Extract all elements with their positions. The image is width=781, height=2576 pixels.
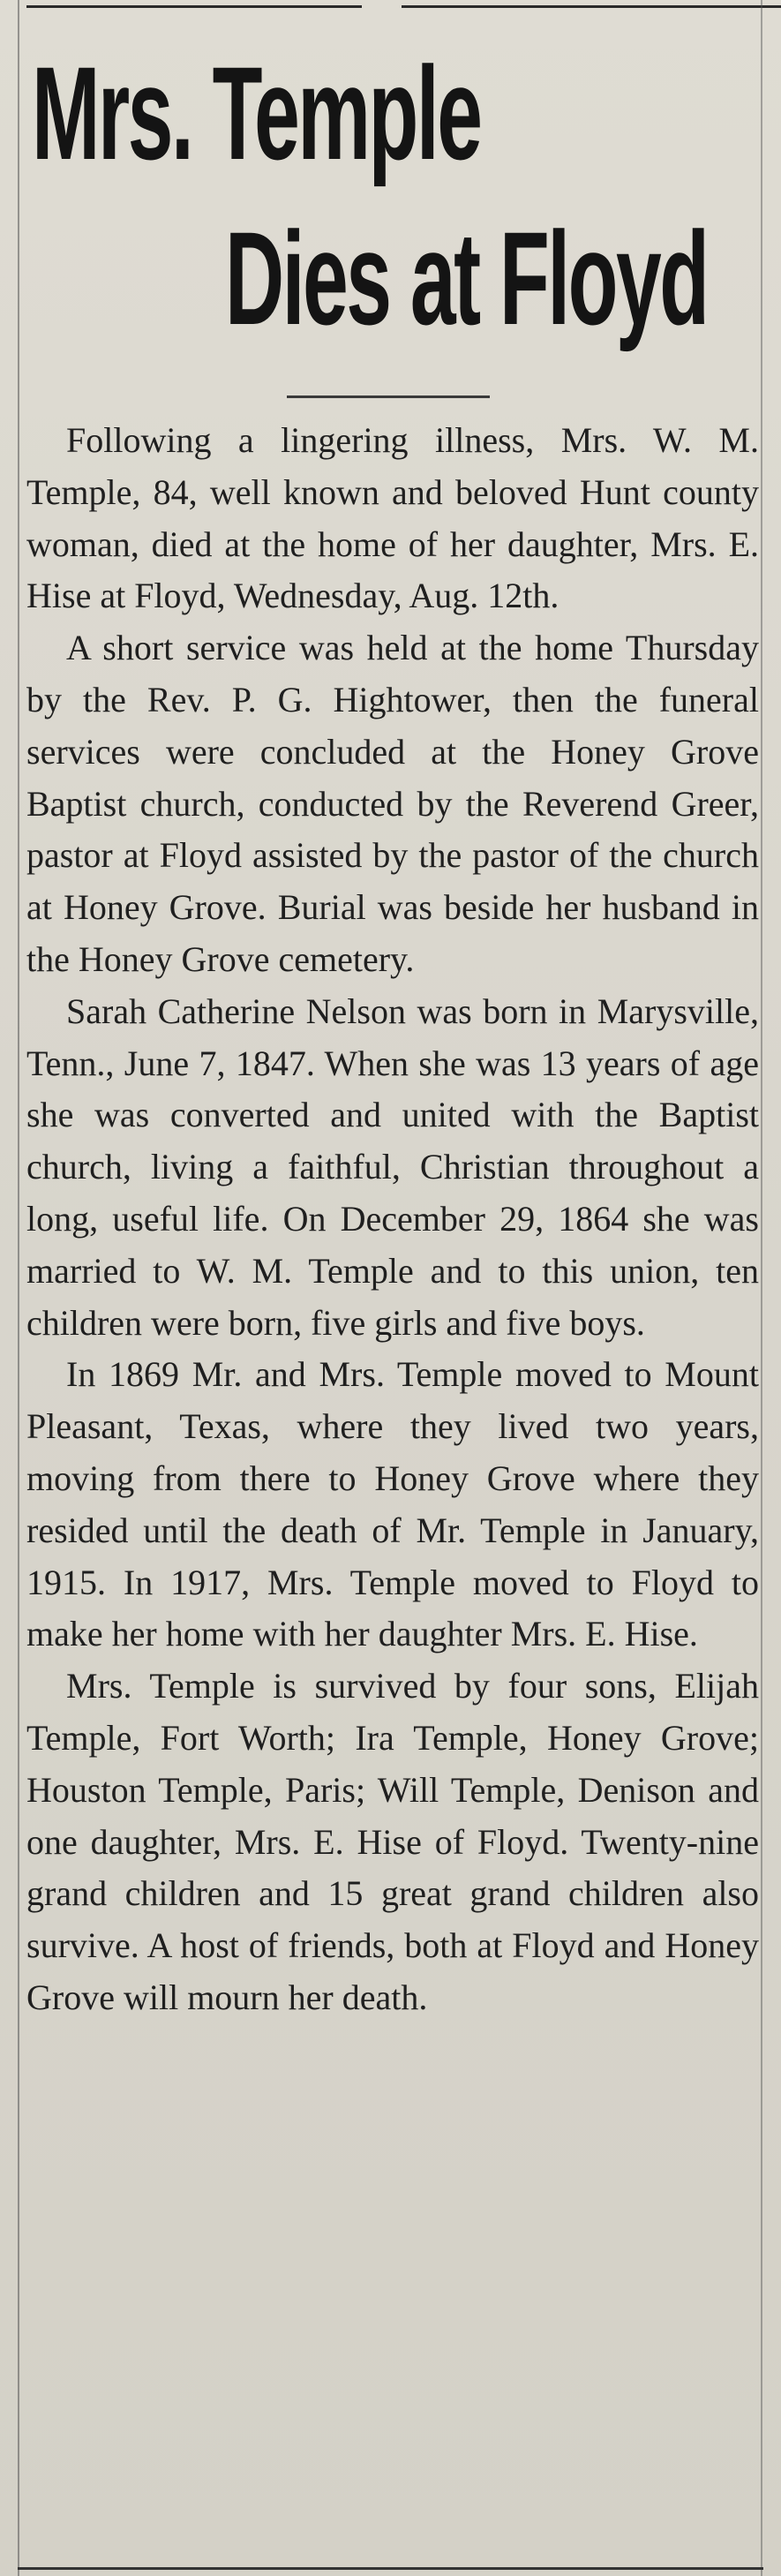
article-paragraph: Following a lingering illness, Mrs. W. M. Temple, 84, well known and beloved Hunt county woman, died at the home of her daughter, Mrs. E. Hise at Floyd, Wednesday, Aug. 12th. bbox=[26, 420, 759, 616]
article-paragraph: In 1869 Mr. and Mrs. Temple moved to Mount Pleasant, Texas, where they lived two years, moving from there to Honey Grove where they resided until the death of Mr. Temple in January, 1915. In 1917, Mrs. Temple moved to Floyd to make her home with her daughter Mrs. E. Hise. bbox=[26, 1354, 759, 1654]
top-rule-right bbox=[402, 5, 781, 8]
column-rule-left bbox=[18, 0, 19, 2576]
article-body bbox=[26, 415, 759, 2024]
headline-divider bbox=[287, 395, 490, 398]
headline-line-2: Dies at Floyd bbox=[225, 204, 708, 352]
headline-line-1: Mrs. Temple bbox=[32, 39, 481, 187]
top-rule-left bbox=[26, 5, 362, 8]
column-rule-right bbox=[761, 0, 762, 2576]
article-paragraph: Mrs. Temple is survived by four sons, Elijah Temple, Fort Worth; Ira Temple, Honey Grove; Houston Temple, Paris; Will Temple, Denison and one daughter, Mrs. E. Hise of Floyd. Twenty-nine grand children and 15 great grand children also survive. A host of friends, both at Floyd and Honey Grove will mourn her death. bbox=[26, 1666, 759, 2017]
article-paragraph: Sarah Catherine Nelson was born in Marysville, Tenn., June 7, 1847. When she was 13 years of age she was converted and united with the Baptist church, living a faithful, Christian throughout a long, useful life. On December 29, 1864 she was married to W. M. Temple and to this union, ten children were born, five girls and five boys. bbox=[26, 990, 759, 1343]
article-paragraph: A short service was held at the home Thursday by the Rev. P. G. Hightower, then the funeral services were concluded at the Honey Grove Baptist church, conducted by the Reverend Greer, pastor at Floyd assisted by the pastor of the church at Honey Grove. Burial was beside her husband in the Honey Grove cemetery. bbox=[26, 628, 759, 979]
bottom-rule bbox=[18, 2567, 763, 2570]
